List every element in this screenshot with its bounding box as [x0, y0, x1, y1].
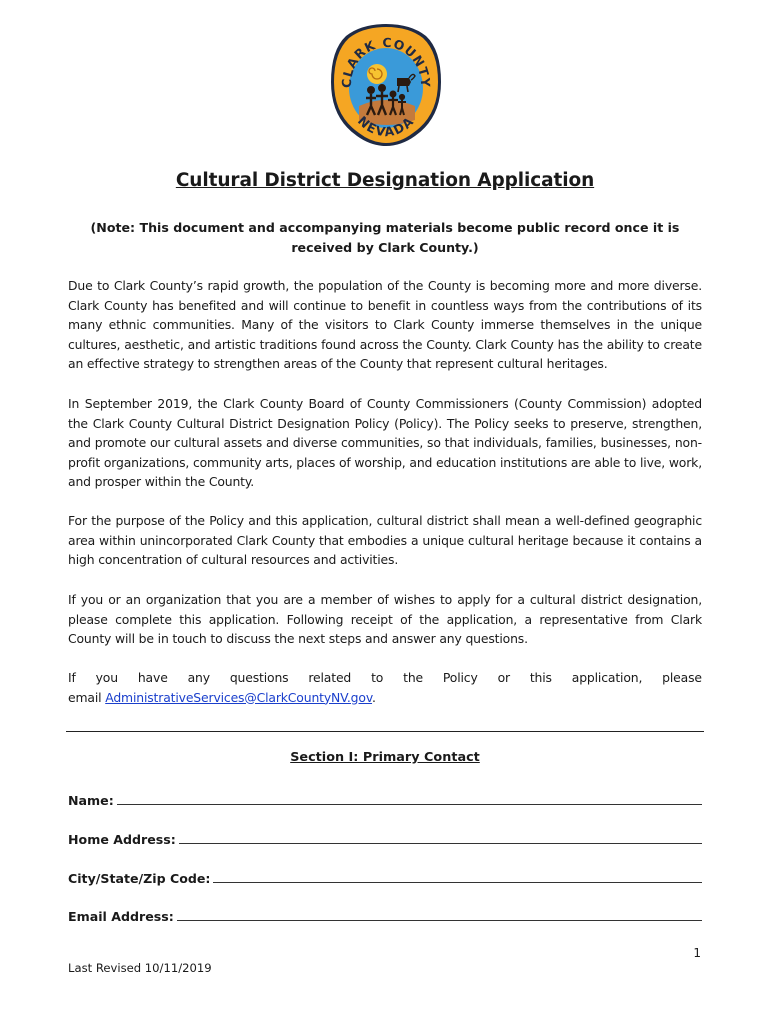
paragraph-definition: For the purpose of the Policy and this application, cultural district shall mean a well-defined geographic area within unincorporated Clark County that embodies a unique cultural heritage because it contains a high concentration of cultural resources and activities. [68, 513, 702, 568]
contact-word: If [68, 670, 76, 685]
city-state-zip-blank[interactable] [213, 868, 702, 883]
contact-word: any [187, 670, 210, 685]
contact-word: please [662, 670, 702, 685]
home-address-blank[interactable] [179, 829, 702, 844]
paragraph-policy-adoption: In September 2019, the Clark County Board of County Commissioners (County Commission) adopted the Clark County Cultural District Designation Policy (Policy). The Policy seeks to preserve, strengthen, and promote our cultural assets and diverse communities, so that individuals, families, businesses, non-profit organizations, community arts, places of worship, and education institutions are able to live, work, and prosper within the County. [68, 396, 702, 490]
email-link[interactable]: AdministrativeServices@ClarkCountyNV.gov [105, 689, 373, 705]
paragraph-how-to-apply: If you or an organization that you are a member of wishes to apply for a cultural district designation, please complete this application. Following receipt of the application, a representative from Clark County will be in touch to discuss the next steps and answer any questions. [68, 592, 702, 647]
clark-county-nevada-logo [329, 22, 443, 148]
email-address-field[interactable] [68, 904, 702, 924]
contact-email-line [68, 688, 702, 708]
contact-word: the [403, 670, 423, 685]
email-address-blank[interactable] [177, 906, 702, 921]
contact-email-suffix: . [372, 689, 376, 705]
contact-email-prefix: email [68, 689, 102, 705]
contact-word: related [308, 670, 352, 685]
contact-word: or [497, 670, 510, 685]
name-label: Name: [68, 793, 114, 808]
city-state-zip-label: City/State/Zip Code: [68, 871, 211, 886]
paragraph-growth: Due to Clark County’s rapid growth, the population of the County is becoming more and more diverse. Clark County has benefited and will continue to benefit in countless ways from the contributions of its many ethnic communities. Many of the visitors to Clark County immerse themselves in the unique cultures, aesthetic, and artistic traditions found across the County. Clark County has the ability to create an effective strategy to strengthen areas of the County that represent cultural heritages. [68, 278, 702, 372]
logo-text-bottom: NEVADA [354, 113, 418, 140]
contact-word: this [529, 670, 552, 685]
page-number: 1 [693, 946, 701, 960]
contact-line [68, 668, 702, 688]
contact-word: application, [571, 670, 643, 685]
contact-word: you [95, 670, 118, 685]
contact-word: have [137, 670, 168, 685]
email-address-label: Email Address: [68, 909, 174, 924]
section-title: Section I: Primary Contact [290, 750, 480, 765]
section-divider [66, 731, 704, 732]
name-field[interactable] [68, 788, 702, 808]
home-address-field[interactable] [68, 827, 702, 847]
home-address-label: Home Address: [68, 832, 176, 847]
city-state-zip-field[interactable] [68, 866, 702, 886]
contact-word: Policy [442, 670, 478, 685]
public-record-note: (Note: This document and accompanying materials become public record once it is received by Clark County.) [90, 220, 680, 255]
footer-revision: Last Revised 10/11/2019 [68, 961, 212, 975]
contact-word: questions [229, 670, 289, 685]
contact-word: to [371, 670, 384, 685]
page-title: Cultural District Designation Application [175, 170, 595, 191]
logo-text-top: CLARK COUNTY [338, 34, 434, 89]
paragraph-contact [68, 668, 702, 707]
name-blank[interactable] [117, 790, 702, 805]
